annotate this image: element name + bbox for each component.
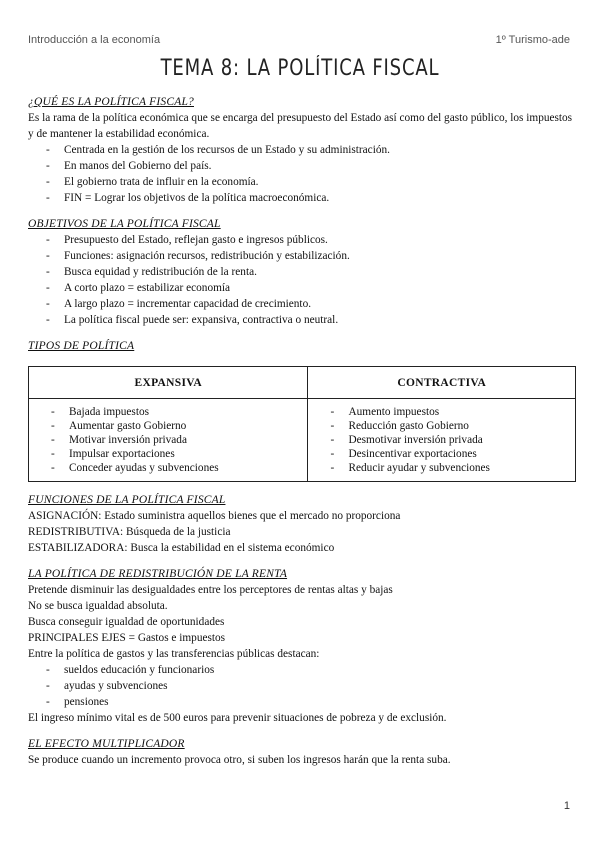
expansiva-cell: [29, 399, 308, 482]
policy-types-table: [28, 366, 576, 482]
list-item: - En manos del Gobierno del país.: [46, 158, 576, 174]
section-heading: FUNCIONES DE LA POLÍTICA FISCAL: [28, 494, 226, 506]
section-heading: LA POLÍTICA DE REDISTRIBUCIÓN DE LA RENTA: [28, 568, 288, 580]
section-objectives: [28, 216, 576, 328]
list-item: - Centrada en la gestión de los recursos de un Estado y su administración.: [46, 142, 576, 158]
bullet-list: [28, 232, 576, 328]
list-item: - El gobierno trata de influir en la economía.: [46, 174, 576, 190]
section-redistribution: [28, 566, 576, 726]
list-item: - Conceder ayudas y subvenciones: [51, 461, 307, 475]
list-item: - Impulsar exportaciones: [51, 447, 307, 461]
text-line: REDISTRIBUTIVA: Búsqueda de la justicia: [28, 526, 231, 538]
contractiva-cell: [308, 399, 576, 482]
section-multiplier: [28, 736, 576, 768]
list-item: - FIN = Lograr los objetivos de la política macroeconómica.: [46, 190, 576, 206]
text-line: ESTABILIZADORA: Busca la estabilidad en el sistema económico: [28, 542, 335, 554]
section-heading: EL EFECTO MULTIPLICADOR: [28, 738, 185, 750]
list-item: - Desmotivar inversión privada: [330, 433, 575, 447]
bullet-list: [28, 662, 576, 710]
section-paragraph: Es la rama de la política económica que se encarga del presupuesto del Estado así como del gasto público, los impuestos y de mantener la estabilidad económica.: [28, 112, 573, 140]
list-item: - pensiones: [46, 694, 576, 710]
list-item: - Aumentar gasto Gobierno: [51, 419, 307, 433]
section-heading: ¿QUÉ ES LA POLÍTICA FISCAL?: [28, 96, 194, 108]
list-item: - sueldos educación y funcionarios: [46, 662, 576, 678]
header-group: 1º Turismo-ade: [495, 34, 570, 46]
page-title: TEMA 8: LA POLÍTICA FISCAL: [160, 56, 440, 81]
list-item: - Presupuesto del Estado, reflejan gasto e ingresos públicos.: [46, 232, 576, 248]
list-item: - ayudas y subvenciones: [46, 678, 576, 694]
list-item: - A corto plazo = estabilizar economía: [46, 280, 576, 296]
section-paragraph: Se produce cuando un incremento provoca otro, si suben los ingresos harán que la renta suba.: [28, 754, 451, 766]
expansiva-list: [29, 405, 307, 475]
column-header-expansiva: EXPANSIVA: [29, 367, 308, 399]
text-line: Busca conseguir igualdad de oportunidades: [28, 616, 225, 628]
section-functions: [28, 492, 576, 556]
section-heading: TIPOS DE POLÍTICA: [28, 340, 135, 352]
list-item: - Busca equidad y redistribución de la renta.: [46, 264, 576, 280]
contractiva-list: [308, 405, 575, 475]
list-item: - Reducir ayudar y subvenciones: [330, 461, 575, 475]
text-line: Pretende disminuir las desigualdades entre los perceptores de rentas altas y bajas: [28, 584, 393, 596]
list-item: - Reducción gasto Gobierno: [330, 419, 575, 433]
section-heading: OBJETIVOS DE LA POLÍTICA FISCAL: [28, 218, 221, 230]
text-line: Entre la política de gastos y las transferencias públicas destacan:: [28, 648, 320, 660]
document-body: [28, 94, 576, 768]
text-line: ASIGNACIÓN: Estado suministra aquellos bienes que el mercado no proporciona: [28, 510, 401, 522]
list-item: - La política fiscal puede ser: expansiva, contractiva o neutral.: [46, 312, 576, 328]
list-item: - Desincentivar exportaciones: [330, 447, 575, 461]
list-item: - Bajada impuestos: [51, 405, 307, 419]
text-line: El ingreso mínimo vital es de 500 euros para prevenir situaciones de pobreza y de exclusión.: [28, 712, 447, 724]
section-types: [28, 338, 576, 482]
section-what: [28, 94, 576, 206]
header-course: Introducción a la economía: [28, 34, 161, 46]
column-header-contractiva: CONTRACTIVA: [308, 367, 576, 399]
list-item: - Funciones: asignación recursos, redistribución y estabilización.: [46, 248, 576, 264]
text-line: No se busca igualdad absoluta.: [28, 600, 168, 612]
bullet-list: [28, 142, 576, 206]
list-item: - A largo plazo = incrementar capacidad de crecimiento.: [46, 296, 576, 312]
list-item: - Aumento impuestos: [330, 405, 575, 419]
text-line: PRINCIPALES EJES = Gastos e impuestos: [28, 632, 226, 644]
list-item: - Motivar inversión privada: [51, 433, 307, 447]
page-number: 1: [563, 800, 570, 812]
